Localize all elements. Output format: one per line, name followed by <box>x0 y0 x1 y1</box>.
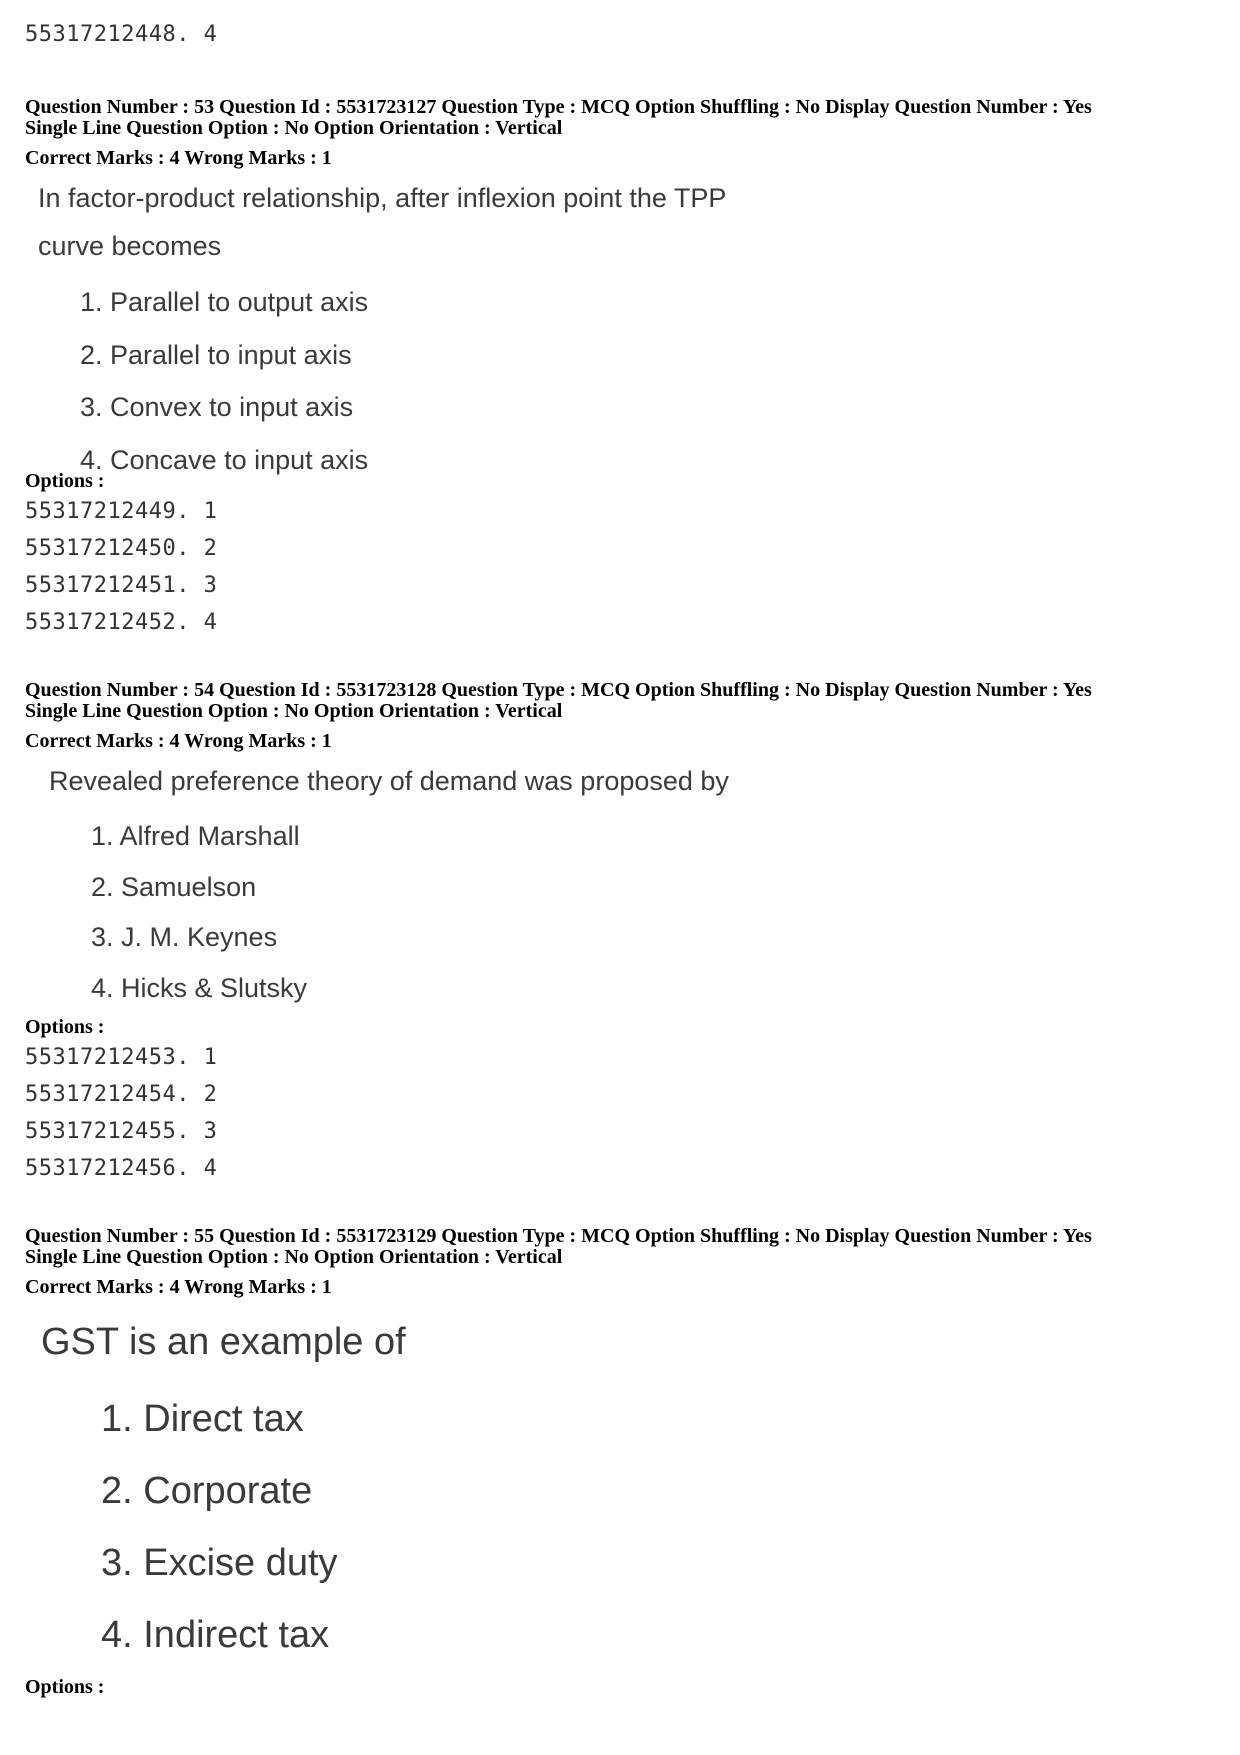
choice-item: 3. Convex to input axis <box>80 392 354 422</box>
marks-line: Correct Marks : 4 Wrong Marks : 1 <box>25 147 332 169</box>
options-section <box>25 470 217 641</box>
question-image <box>25 1315 1092 1671</box>
options-label: Options : <box>25 1016 105 1038</box>
option-id-row: 55317212449. 1 <box>25 499 218 524</box>
question-stem: Revealed preference theory of demand was proposed by <box>49 766 729 796</box>
choice-item: 2. Parallel to input axis <box>80 339 352 370</box>
marks-line: Correct Marks : 4 Wrong Marks : 1 <box>25 1276 332 1298</box>
choice-item: 4. Hicks & Slutsky <box>91 972 308 1003</box>
choice-item: 4. Concave to input axis <box>80 444 369 475</box>
question-block <box>25 97 1092 486</box>
choice-item: 2. Samuelson <box>91 871 257 902</box>
options-section <box>25 1016 217 1187</box>
choice-item: 4. Indirect tax <box>101 1614 330 1656</box>
question-meta <box>25 97 1092 139</box>
question-block <box>25 1226 1092 1671</box>
question-block <box>25 680 1092 1013</box>
choice-item: 3. Excise duty <box>101 1542 338 1584</box>
question-meta-line: Question Number : 55 Question Id : 5531723129 Question Type : MCQ Option Shuffling : No Display Question Number : Yes <box>25 1225 1092 1247</box>
options-label: Options : <box>25 1676 105 1698</box>
question-meta <box>25 1226 1092 1268</box>
question-stem: In factor-product relationship, after inflexion point the TPP <box>38 183 727 213</box>
question-stem: curve becomes <box>38 231 222 261</box>
choice-list <box>91 811 1092 1013</box>
question-image <box>25 761 1092 1013</box>
choice-list <box>101 1383 1092 1671</box>
question-meta-line: Question Number : 54 Question Id : 5531723128 Question Type : MCQ Option Shuffling : No Display Question Number : Yes <box>25 679 1092 701</box>
question-meta-line: Single Line Question Option : No Option Orientation : Vertical <box>25 1246 563 1268</box>
choice-list <box>80 276 1092 486</box>
option-id-row: 55317212452. 4 <box>25 610 218 635</box>
choice-item: 1. Direct tax <box>101 1398 304 1440</box>
choice-item: 3. J. M. Keynes <box>91 922 278 952</box>
question-meta-line: Single Line Question Option : No Option Orientation : Vertical <box>25 700 563 722</box>
options-section <box>25 1676 104 1699</box>
options-label: Options : <box>25 470 105 492</box>
question-meta-line: Single Line Question Option : No Option Orientation : Vertical <box>25 117 563 139</box>
choice-item: 2. Corporate <box>101 1470 313 1512</box>
option-id-row: 55317212455. 3 <box>25 1119 218 1144</box>
option-id-row: 55317212451. 3 <box>25 573 218 598</box>
option-id-row: 55317212456. 4 <box>25 1156 218 1181</box>
choice-item: 1. Parallel to output axis <box>80 287 369 317</box>
option-id-row: 55317212450. 2 <box>25 536 218 561</box>
choice-item: 1. Alfred Marshall <box>91 821 300 851</box>
question-image <box>25 178 1092 486</box>
marks-line: Correct Marks : 4 Wrong Marks : 1 <box>25 730 332 752</box>
question-meta <box>25 680 1092 722</box>
option-id-row: 55317212448. 4 <box>25 22 218 47</box>
option-id-row: 55317212453. 1 <box>25 1045 218 1070</box>
question-meta-line: Question Number : 53 Question Id : 5531723127 Question Type : MCQ Option Shuffling : No Display Question Number : Yes <box>25 96 1092 118</box>
question-stem: GST is an example of <box>41 1321 406 1363</box>
option-id-row: 55317212454. 2 <box>25 1082 218 1107</box>
